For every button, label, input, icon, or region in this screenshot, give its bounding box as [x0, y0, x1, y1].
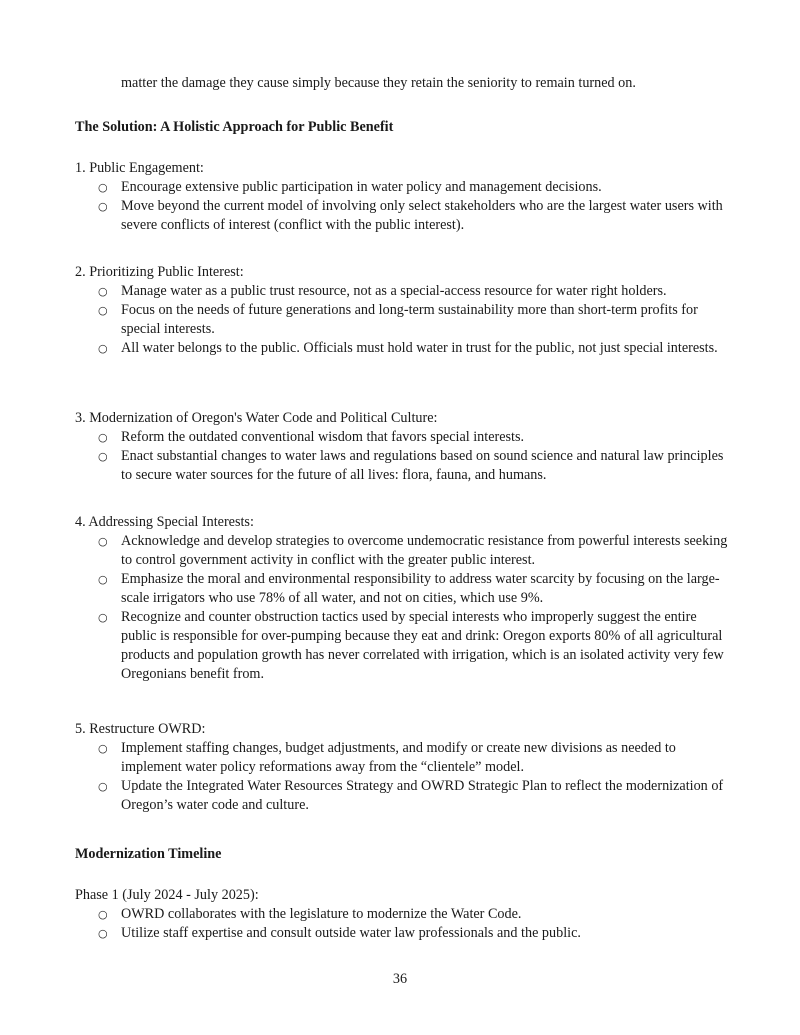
section-modernization-water-code	[75, 409, 735, 485]
list-item: ○ Acknowledge and develop strategies to overcome undemocratic resistance from powerful interests seeking to control government activity in conflict with the greater public interest.	[98, 533, 728, 568]
section-restructure-owrd	[75, 720, 735, 815]
hollow-bullet-icon: ○	[98, 450, 108, 463]
list-item: ○ OWRD collaborates with the legislature to modernize the Water Code.	[98, 906, 522, 922]
section-title: 5. Restructure OWRD:	[75, 721, 206, 737]
hollow-bullet-icon: ○	[98, 304, 108, 317]
section-title: 4. Addressing Special Interests:	[75, 514, 254, 530]
timeline-heading: Modernization Timeline	[75, 846, 222, 862]
list-item: ○ Manage water as a public trust resource, not as a special-access resource for water right holders.	[98, 283, 667, 299]
hollow-bullet-icon: ○	[98, 200, 108, 213]
list-item: ○ Encourage extensive public participation in water policy and management decisions.	[98, 179, 602, 195]
bullet-list	[75, 282, 735, 358]
bullet-list	[75, 905, 735, 943]
hollow-bullet-icon: ○	[98, 285, 108, 298]
list-item: ○ Utilize staff expertise and consult outside water law professionals and the public.	[98, 925, 581, 941]
bullet-list	[75, 178, 735, 235]
hollow-bullet-icon: ○	[98, 431, 108, 444]
hollow-bullet-icon: ○	[98, 535, 108, 548]
hollow-bullet-icon: ○	[98, 908, 108, 921]
section-title: 1. Public Engagement:	[75, 160, 204, 176]
section-public-engagement	[75, 159, 735, 235]
section-phase-1	[75, 886, 735, 943]
bullet-list	[75, 532, 735, 684]
section-title: Phase 1 (July 2024 - July 2025):	[75, 887, 259, 903]
hollow-bullet-icon: ○	[98, 742, 108, 755]
list-item: ○ Focus on the needs of future generations and long-term sustainability more than short-term profits for special interests.	[98, 302, 698, 337]
hollow-bullet-icon: ○	[98, 181, 108, 194]
hollow-bullet-icon: ○	[98, 611, 108, 624]
hollow-bullet-icon: ○	[98, 573, 108, 586]
bullet-list	[75, 739, 735, 815]
section-addressing-special-interests	[75, 513, 735, 684]
section-title: 2. Prioritizing Public Interest:	[75, 264, 244, 280]
list-item: ○ Move beyond the current model of involving only select stakeholders who are the largest water users with severe conflicts of interest (conflict with the public interest).	[98, 198, 723, 233]
list-item: ○ Reform the outdated conventional wisdom that favors special interests.	[98, 429, 525, 445]
hollow-bullet-icon: ○	[98, 342, 108, 355]
list-item: ○ Emphasize the moral and environmental responsibility to address water scarcity by focusing on the large-scale irrigators who use 78% of all water, and not on cities, which use 9%.	[98, 571, 720, 606]
list-item: ○ Update the Integrated Water Resources Strategy and OWRD Strategic Plan to reflect the modernization of Oregon’s water code and culture.	[98, 778, 724, 813]
continuation-text: matter the damage they cause simply because they retain the seniority to remain turned on.	[121, 75, 636, 91]
page-number: 36	[392, 971, 408, 987]
section-prioritizing-public-interest	[75, 263, 735, 358]
list-item: ○ Implement staffing changes, budget adjustments, and modify or create new divisions as needed to implement water policy reformations away from the “clientele” model.	[98, 740, 676, 775]
hollow-bullet-icon: ○	[98, 780, 108, 793]
solution-heading: The Solution: A Holistic Approach for Public Benefit	[75, 119, 394, 135]
section-title: 3. Modernization of Oregon's Water Code and Political Culture:	[75, 410, 438, 426]
bullet-list	[75, 428, 735, 485]
list-item: ○ All water belongs to the public. Officials must hold water in trust for the public, not just special interests.	[98, 340, 718, 356]
list-item: ○ Enact substantial changes to water laws and regulations based on sound science and natural law principles to secure water sources for the future of all lives: flora, fauna, and humans.	[98, 448, 724, 483]
hollow-bullet-icon: ○	[98, 927, 108, 940]
list-item: ○ Recognize and counter obstruction tactics used by special interests who improperly suggest the entire public is responsible for over-pumping because they eat and drink: Oregon exports 80% of all agricultural products and population growth has never correlated with irrigation, which is an isolated activity very few Oregonians benefit from.	[98, 609, 724, 682]
